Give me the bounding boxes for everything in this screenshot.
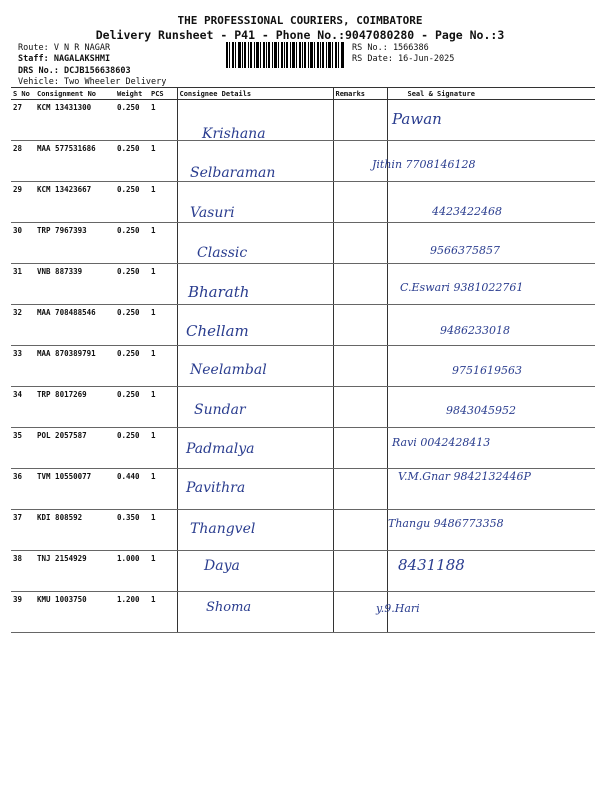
cell-remarks bbox=[333, 100, 387, 141]
cell-sno: 38 bbox=[11, 551, 35, 592]
cell-weight: 0.250 bbox=[115, 387, 149, 428]
handwritten-consignee: Shoma bbox=[206, 600, 252, 615]
cell-remarks bbox=[333, 551, 387, 592]
cell-pcs: 1 bbox=[149, 100, 177, 141]
cell-pcs: 1 bbox=[149, 264, 177, 305]
handwritten-consignee: Chellam bbox=[186, 322, 249, 340]
cell-consignment: TRP 7967393 bbox=[35, 223, 115, 264]
header-sno: S No bbox=[11, 88, 35, 100]
staff-label: Staff: NAGALAKSHMI bbox=[18, 54, 111, 64]
cell-weight: 0.440 bbox=[115, 469, 149, 510]
cell-consignment: KCM 13431300 bbox=[35, 100, 115, 141]
handwritten-signature: C.Eswari 9381022761 bbox=[400, 281, 524, 294]
handwritten-signature: 4423422468 bbox=[432, 205, 502, 218]
handwritten-consignee: Sundar bbox=[194, 402, 246, 418]
cell-remarks bbox=[333, 305, 387, 346]
header-remarks: Remarks bbox=[333, 88, 387, 100]
cell-weight: 0.350 bbox=[115, 510, 149, 551]
cell-weight: 0.250 bbox=[115, 100, 149, 141]
handwritten-signature: y.9.Hari bbox=[376, 602, 420, 615]
barcode bbox=[226, 42, 344, 68]
cell-weight: 0.250 bbox=[115, 223, 149, 264]
cell-remarks bbox=[333, 469, 387, 510]
cell-sno: 37 bbox=[11, 510, 35, 551]
cell-remarks bbox=[333, 510, 387, 551]
cell-sno: 34 bbox=[11, 387, 35, 428]
table-row bbox=[11, 428, 595, 469]
cell-sno: 27 bbox=[11, 100, 35, 141]
table-row bbox=[11, 551, 595, 592]
handwritten-consignee: Daya bbox=[204, 558, 240, 574]
cell-sno: 28 bbox=[11, 141, 35, 182]
cell-consignment: TRP 8017269 bbox=[35, 387, 115, 428]
cell-pcs: 1 bbox=[149, 469, 177, 510]
cell-pcs: 1 bbox=[149, 387, 177, 428]
cell-pcs: 1 bbox=[149, 428, 177, 469]
runsheet-subtitle: Delivery Runsheet - P41 - Phone No.:9047080280 - Page No.:3 bbox=[95, 28, 505, 42]
handwritten-signature: 9566375857 bbox=[430, 244, 500, 257]
table-row bbox=[11, 592, 595, 633]
cell-sno: 35 bbox=[11, 428, 35, 469]
cell-remarks bbox=[333, 182, 387, 223]
cell-consignment: POL 2057587 bbox=[35, 428, 115, 469]
cell-sno: 32 bbox=[11, 305, 35, 346]
cell-pcs: 1 bbox=[149, 592, 177, 633]
cell-signature bbox=[387, 510, 595, 551]
cell-remarks bbox=[333, 223, 387, 264]
cell-pcs: 1 bbox=[149, 510, 177, 551]
delivery-table bbox=[11, 87, 595, 633]
handwritten-signature: Ravi 0042428413 bbox=[392, 436, 491, 449]
cell-remarks bbox=[333, 387, 387, 428]
cell-consignee bbox=[177, 592, 333, 633]
cell-pcs: 1 bbox=[149, 346, 177, 387]
cell-consignment: TVM 10550077 bbox=[35, 469, 115, 510]
header-consignment: Consignment No bbox=[35, 88, 115, 100]
handwritten-signature: Jithin 7708146128 bbox=[372, 158, 476, 171]
handwritten-consignee: Krishana bbox=[202, 126, 266, 142]
handwritten-signature: 9843045952 bbox=[446, 404, 516, 417]
table-row bbox=[11, 223, 595, 264]
cell-consignment: MAA 577531686 bbox=[35, 141, 115, 182]
cell-weight: 0.250 bbox=[115, 428, 149, 469]
handwritten-signature: 9751619563 bbox=[452, 364, 522, 377]
cell-weight: 0.250 bbox=[115, 182, 149, 223]
handwritten-signature: Pawan bbox=[392, 110, 442, 128]
table-row bbox=[11, 141, 595, 182]
handwritten-consignee: Pavithra bbox=[186, 480, 246, 496]
cell-pcs: 1 bbox=[149, 551, 177, 592]
cell-consignment: KMU 1003750 bbox=[35, 592, 115, 633]
route-label: Route: V N R NAGAR bbox=[18, 43, 111, 53]
cell-weight: 1.000 bbox=[115, 551, 149, 592]
handwritten-consignee: Thangvel bbox=[190, 521, 256, 537]
cell-sno: 29 bbox=[11, 182, 35, 223]
handwritten-consignee: Classic bbox=[197, 245, 248, 261]
cell-consignment: VNB 887339 bbox=[35, 264, 115, 305]
table-row bbox=[11, 182, 595, 223]
cell-consignment: KDI 808592 bbox=[35, 510, 115, 551]
cell-pcs: 1 bbox=[149, 141, 177, 182]
handwritten-consignee: Padmalya bbox=[186, 441, 255, 457]
cell-weight: 0.250 bbox=[115, 346, 149, 387]
header-consignee: Consignee Details bbox=[177, 88, 333, 100]
handwritten-signature: 8431188 bbox=[398, 556, 465, 574]
cell-weight: 0.250 bbox=[115, 264, 149, 305]
handwritten-consignee: Selbaraman bbox=[190, 165, 276, 181]
cell-pcs: 1 bbox=[149, 305, 177, 346]
cell-sno: 33 bbox=[11, 346, 35, 387]
cell-sno: 31 bbox=[11, 264, 35, 305]
rs-date: RS Date: 16-Jun-2025 bbox=[352, 54, 455, 64]
cell-consignment: MAA 708488546 bbox=[35, 305, 115, 346]
table-row bbox=[11, 100, 595, 141]
vehicle-label: Vehicle: Two Wheeler Delivery bbox=[18, 77, 167, 87]
header-signature: Seal & Signature bbox=[387, 88, 595, 100]
handwritten-signature: V.M.Gnar 9842132446P bbox=[398, 470, 531, 483]
cell-weight: 0.250 bbox=[115, 141, 149, 182]
rs-number: RS No.: 1566386 bbox=[352, 43, 429, 53]
cell-sno: 30 bbox=[11, 223, 35, 264]
header-weight: Weight bbox=[115, 88, 149, 100]
header-pcs: PCS bbox=[149, 88, 177, 100]
handwritten-consignee: Vasuri bbox=[190, 205, 235, 221]
table-row bbox=[11, 510, 595, 551]
cell-sno: 39 bbox=[11, 592, 35, 633]
handwritten-consignee: Neelambal bbox=[190, 362, 267, 378]
cell-pcs: 1 bbox=[149, 223, 177, 264]
cell-pcs: 1 bbox=[149, 182, 177, 223]
cell-weight: 0.250 bbox=[115, 305, 149, 346]
cell-remarks bbox=[333, 264, 387, 305]
company-name: THE PROFESSIONAL COURIERS, COIMBATORE bbox=[177, 14, 423, 27]
cell-weight: 1.200 bbox=[115, 592, 149, 633]
cell-consignment: MAA 870389791 bbox=[35, 346, 115, 387]
drs-number: DRS No.: DCJB156638603 bbox=[18, 66, 131, 76]
handwritten-signature: Thangu 9486773358 bbox=[388, 517, 504, 530]
cell-sno: 36 bbox=[11, 469, 35, 510]
cell-consignee bbox=[177, 551, 333, 592]
table-header-row bbox=[11, 88, 595, 100]
cell-remarks bbox=[333, 428, 387, 469]
cell-consignment: KCM 13423667 bbox=[35, 182, 115, 223]
handwritten-signature: 9486233018 bbox=[440, 324, 510, 337]
cell-signature bbox=[387, 223, 595, 264]
handwritten-consignee: Bharath bbox=[188, 283, 250, 301]
cell-remarks bbox=[333, 346, 387, 387]
cell-consignment: TNJ 2154929 bbox=[35, 551, 115, 592]
